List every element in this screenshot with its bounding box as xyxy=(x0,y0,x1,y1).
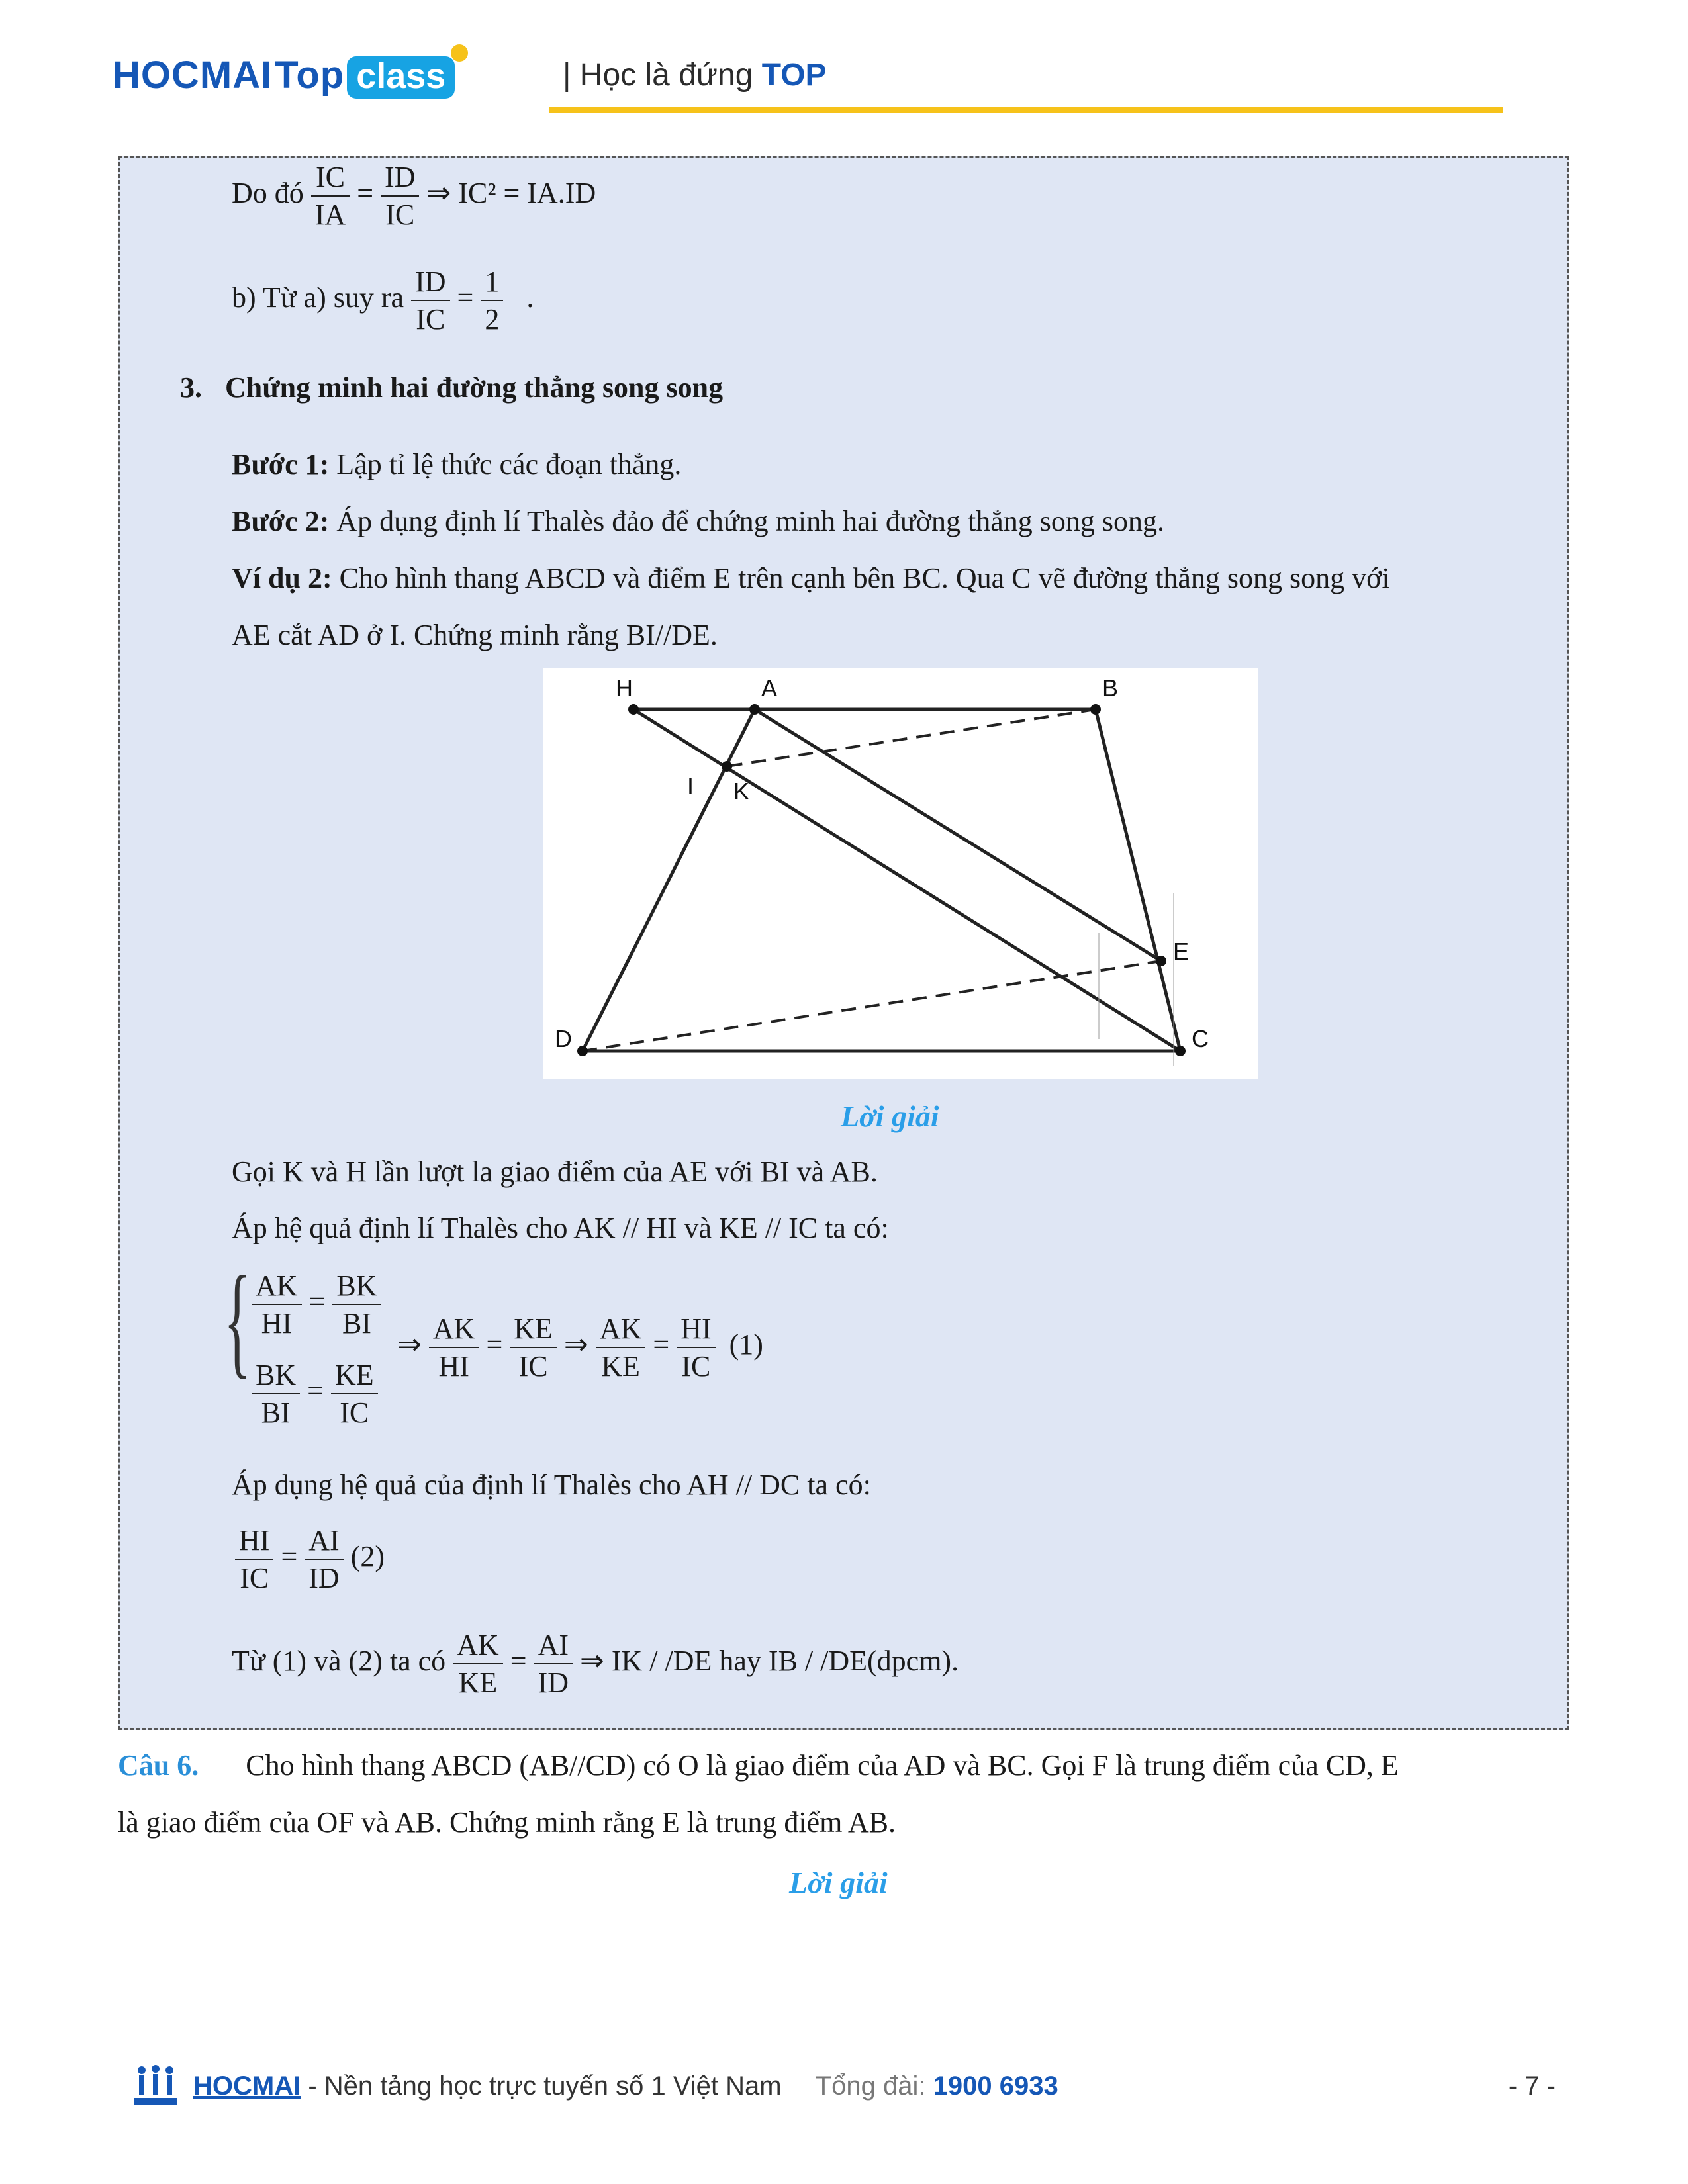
header xyxy=(113,46,1503,119)
point-h xyxy=(628,704,639,715)
logo-hocmai: HOCMAI xyxy=(113,54,273,97)
point-i xyxy=(722,761,732,772)
label-d: D xyxy=(555,1025,572,1052)
label-e: E xyxy=(1173,938,1190,965)
label-c: C xyxy=(1192,1025,1209,1052)
fraction: $\frac{IC}{IA}$ xyxy=(311,159,350,233)
solution-line-1: Gọi K và H lần lượt la giao điểm của AE với BI và AB. xyxy=(232,1156,878,1188)
logo-top: Top xyxy=(275,54,345,97)
question-solution-heading: Lời giải xyxy=(789,1866,888,1899)
solution-line-3: Áp dụng hệ quả của định lí Thalès cho AH // DC ta có: xyxy=(232,1469,871,1501)
label-i: I xyxy=(687,772,694,799)
part-b-line: b) Từ a) suy ra $\frac{ID}{IC}$ = $\frac{1}{2}$ . xyxy=(232,263,534,338)
equation-2: $\frac{HI}{IC}$ = $\frac{AI}{ID}$ (2) xyxy=(235,1522,385,1596)
system-conclusion: ⇒ $\frac{AK}{HI}$ = $\frac{KE}{IC}$ ⇒ $\frac{AK}{KE}$ = $\frac{HI}{IC}$ (1) xyxy=(397,1310,763,1385)
step-1: Bước 1: Lập tỉ lệ thức các đoạn thẳng. xyxy=(232,448,682,480)
fraction: $\frac{1}{2}$ xyxy=(481,263,503,338)
point-a xyxy=(749,704,760,715)
point-b xyxy=(1090,704,1101,715)
logo-class: class xyxy=(347,56,455,99)
label-a: A xyxy=(761,674,778,702)
left-brace: { xyxy=(224,1251,252,1390)
solution-line-2: Áp hệ quả định lí Thalès cho AK // HI và KE // IC ta có: xyxy=(232,1212,889,1244)
hocmai-people-icon xyxy=(132,2064,179,2110)
label-h: H xyxy=(616,674,633,702)
example-2-line1: Ví dụ 2: Cho hình thang ABCD và điểm E trên cạnh bên BC. Qua C vẽ đường thẳng song song với xyxy=(232,562,1390,594)
question-6-line2: là giao điểm của OF và AB. Chứng minh rằng E là trung điểm AB. xyxy=(118,1806,896,1839)
question-6-line1: Câu 6. Cho hình thang ABCD (AB//CD) có O là giao điểm của AD và BC. Gọi F là trung điểm của CD, E xyxy=(118,1749,1399,1782)
trapezoid-figure xyxy=(543,668,1258,1079)
page-number: - 7 - xyxy=(1508,2071,1556,2101)
footer-brand-link[interactable]: HOCMAI xyxy=(193,2071,301,2101)
step-2: Bước 2: Áp dụng định lí Thalès đảo để chứng minh hai đường thẳng song song. xyxy=(232,505,1164,537)
label-b: B xyxy=(1102,674,1119,702)
solution-heading: Lời giải xyxy=(841,1099,939,1133)
slogan: | Học là đứng TOP xyxy=(563,58,827,93)
footer-text: HOCMAI - Nền tảng học trực tuyến số 1 Việt Nam Tổng đài: 1900 6933 xyxy=(193,2071,1058,2101)
fraction: $\frac{ID}{IC}$ xyxy=(381,159,419,233)
point-c xyxy=(1175,1046,1186,1056)
fraction: $\frac{ID}{IC}$ xyxy=(411,263,449,338)
label-k: K xyxy=(733,778,750,805)
section-heading: 3. Chứng minh hai đường thẳng song song xyxy=(180,371,724,404)
header-underline xyxy=(549,107,1503,113)
system-row-2: $\frac{BK}{BI}$ = $\frac{KE}{IC}$ xyxy=(252,1357,378,1431)
sun-icon xyxy=(451,44,468,62)
final-conclusion: Từ (1) và (2) ta có $\frac{AK}{KE}$ = $\frac{AI}{ID}$ ⇒ IK / /DE hay IB / /DE(dpcm). xyxy=(232,1627,959,1701)
do-do-line: Do đó $\frac{IC}{IA}$ = $\frac{ID}{IC}$ ⇒ IC² = IA.ID xyxy=(232,159,596,233)
point-e xyxy=(1156,956,1166,966)
point-d xyxy=(577,1046,588,1056)
footer xyxy=(132,2064,1556,2116)
example-2-line2: AE cắt AD ở I. Chứng minh rằng BI//DE. xyxy=(232,619,718,651)
system-row-1: $\frac{AK}{HI}$ = $\frac{BK}{BI}$ xyxy=(252,1267,381,1342)
hocmai-topclass-logo xyxy=(113,53,475,97)
